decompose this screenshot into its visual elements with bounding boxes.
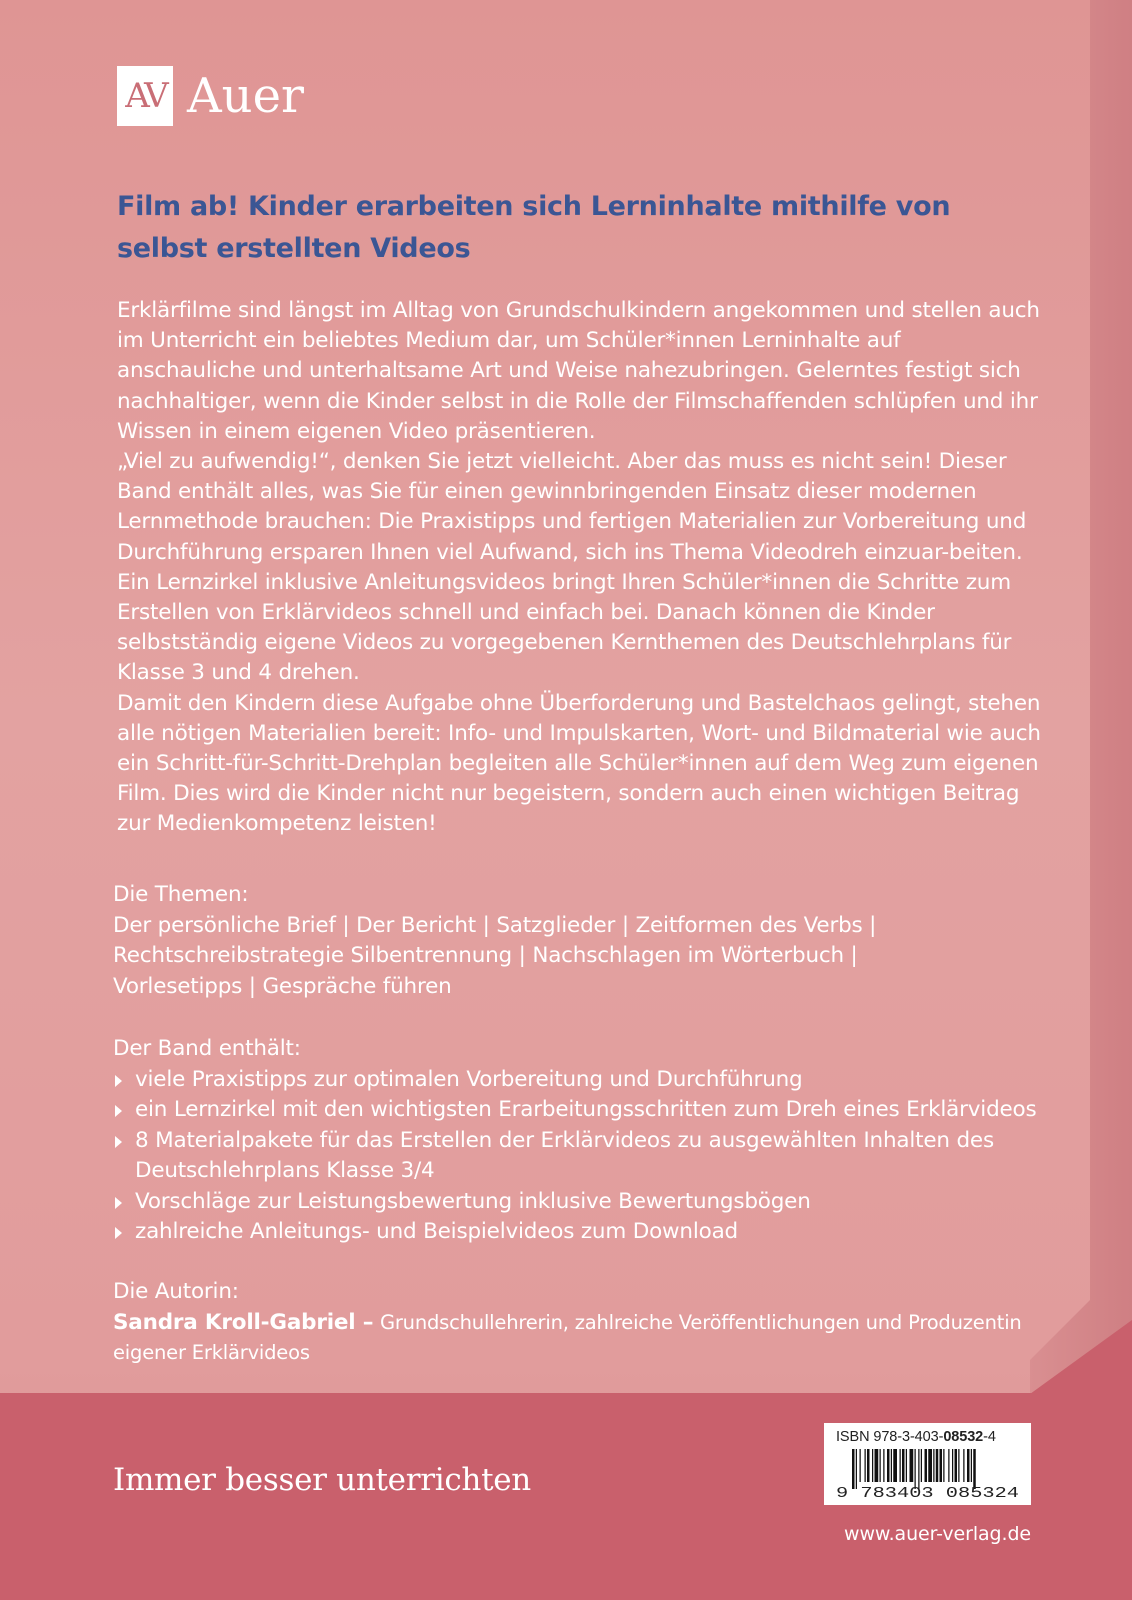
book-description xyxy=(117,296,1042,840)
barcode-bar xyxy=(867,1449,870,1482)
contents-heading: Der Band enthält: xyxy=(113,1036,301,1061)
contents-list xyxy=(113,1065,1043,1248)
isbn-prefix: ISBN 978-3-403- xyxy=(836,1429,944,1445)
isbn-bold-part: 08532 xyxy=(943,1429,984,1445)
barcode-bar xyxy=(893,1449,897,1482)
barcode-bar xyxy=(943,1449,944,1482)
barcode-bar xyxy=(856,1449,857,1489)
barcode-bar xyxy=(918,1449,919,1489)
barcode-bar xyxy=(865,1449,866,1482)
isbn-barcode-box xyxy=(824,1423,1031,1505)
list-item-text: zahlreiche Anleitungs- und Beispielvideos zum Download xyxy=(135,1219,738,1244)
list-item xyxy=(113,1095,1043,1126)
barcode-bar xyxy=(902,1449,905,1482)
barcode-bar xyxy=(852,1449,855,1489)
publisher-logo xyxy=(117,66,304,126)
barcode-bar xyxy=(891,1449,892,1482)
description-paragraph: Erklärfilme sind längst im Alltag von Grundschulkindern angekommen und stellen auch im Unterricht ein beliebtes Medium dar, um Schüler*innen Lerninhalte auf anschauliche und unterhaltsame Art und Weise nahezubringen. Gelerntes festigt sich nachhaltiger, wenn die Kinder selbst in die Rolle der Filmschaffenden schlüpfen und ihr Wissen in einem eigenen Video präsentieren. xyxy=(117,298,1040,444)
barcode-bar xyxy=(933,1449,934,1482)
publisher-name: Auer xyxy=(187,68,304,124)
author-description: Grundschullehrerin, zahlreiche Veröffentlichungen und Produzentin eigener Erklärvideos xyxy=(113,1310,1022,1364)
barcode-bar xyxy=(925,1449,928,1482)
publisher-logo-mark: AV xyxy=(117,66,173,126)
barcode-bar xyxy=(883,1449,884,1482)
barcode-bar xyxy=(952,1449,953,1482)
barcode-bar xyxy=(971,1449,972,1482)
themes-line: Vorlesetipps | Gespräche führen xyxy=(113,973,452,999)
isbn-number xyxy=(836,1429,1021,1446)
barcode-bar xyxy=(973,1449,976,1489)
barcode-bar xyxy=(880,1449,881,1482)
contents-section xyxy=(113,1034,1043,1248)
barcode-bar xyxy=(958,1449,959,1482)
author-section xyxy=(113,1277,1043,1369)
barcode-bar xyxy=(910,1449,914,1482)
barcode-bar xyxy=(921,1449,922,1482)
isbn-suffix: -4 xyxy=(983,1429,996,1445)
barcode-bar xyxy=(900,1449,901,1482)
author-heading: Die Autorin: xyxy=(113,1279,239,1304)
arrow-bullet-icon xyxy=(115,1075,122,1087)
barcode-bar xyxy=(915,1449,916,1489)
barcode-icon xyxy=(836,1449,1021,1499)
barcode-bar xyxy=(948,1449,949,1482)
list-item xyxy=(113,1217,1043,1248)
arrow-bullet-icon xyxy=(115,1136,122,1148)
arrow-bullet-icon xyxy=(115,1227,122,1239)
barcode-bar xyxy=(940,1449,943,1482)
slogan: Immer besser unterrichten xyxy=(113,1462,531,1498)
arrow-bullet-icon xyxy=(115,1105,122,1117)
description-paragraph: „Viel zu aufwendig!“, denken Sie jetzt vielleicht. Aber das muss es nicht sein! Dieser Band enthält alles, was Sie für einen gewinnbringenden Einsatz dieser modernen Lernmethode brauchen: Die Praxistipps und fertigen Materialien zur Vorbereitung und Durchführung ersparen Ihnen viel Aufwand, sich ins Thema Videodreh einzuar-beiten. Ein Lernzirkel inklusive Anleitungsvideos bringt Ihren Schüler*innen die Schritte zum Erstellen von Erklärvideos schnell und einfach bei. Danach können die Kinder selbstständig eigene Videos zu vorgegebenen Kernthemen des Deutschlehrplans für Klasse 3 und 4 drehen. xyxy=(117,449,1027,686)
book-title: Film ab! Kinder erarbeiten sich Lerninhalte mithilfe von selbst erstellten Videos xyxy=(117,191,951,264)
list-item-text: ein Lernzirkel mit den wichtigsten Erarbeitungsschritten zum Dreh eines Erklärvideos xyxy=(135,1097,1037,1122)
author-name: Sandra Kroll-Gabriel – xyxy=(113,1309,374,1335)
description-paragraph: Damit den Kindern diese Aufgabe ohne Überforderung und Bastelchaos gelingt, stehen alle nötigen Materialien bereit: Info- und Impulskarten, Wort- und Bildmaterial wie auch ein Schritt-für-Schritt-Drehplan begleiten alle Schüler*innen auf dem Weg zum eigenen Film. Dies wird die Kinder nicht nur begeistern, sondern auch einen wichtigen Beitrag zur Medienkompetenz leisten! xyxy=(117,690,1041,837)
barcode xyxy=(836,1449,1021,1499)
barcode-bar xyxy=(860,1449,861,1482)
barcode-bar xyxy=(967,1449,970,1482)
themes-section xyxy=(113,880,1043,1002)
barcode-bar xyxy=(875,1449,879,1482)
list-item xyxy=(113,1126,1043,1187)
barcode-bar xyxy=(872,1449,873,1482)
website-url: www.auer-verlag.de xyxy=(844,1523,1031,1545)
barcode-digits: 9 783403 085324 xyxy=(836,1485,1019,1499)
list-item-text: Vorschläge zur Leistungsbewertung inklusive Bewertungsbögen xyxy=(135,1188,811,1214)
barcode-bar xyxy=(887,1449,890,1482)
barcode-bar xyxy=(928,1449,932,1482)
arrow-bullet-icon xyxy=(115,1197,122,1209)
themes-line: Der persönliche Brief | Der Bericht | Satzglieder | Zeitformen des Verbs | xyxy=(113,912,877,938)
themes-line: Rechtschreibstrategie Silbentrennung | Nachschlagen im Wörterbuch | xyxy=(113,943,858,968)
barcode-bar xyxy=(955,1449,958,1482)
list-item-text: viele Praxistipps zur optimalen Vorbereitung und Durchführung xyxy=(135,1066,803,1092)
barcode-bar xyxy=(906,1449,907,1482)
barcode-bar xyxy=(936,1449,939,1482)
list-item-text: 8 Materialpakete für das Erstellen der Erklärvideos zu ausgewählten Inhalten des Deutschlehrplans Klasse 3/4 xyxy=(135,1127,994,1183)
list-item xyxy=(113,1187,1043,1218)
list-item xyxy=(113,1065,1043,1096)
author-info xyxy=(113,1308,1043,1369)
themes-heading: Die Themen: xyxy=(113,882,249,907)
barcode-bar xyxy=(963,1449,964,1482)
